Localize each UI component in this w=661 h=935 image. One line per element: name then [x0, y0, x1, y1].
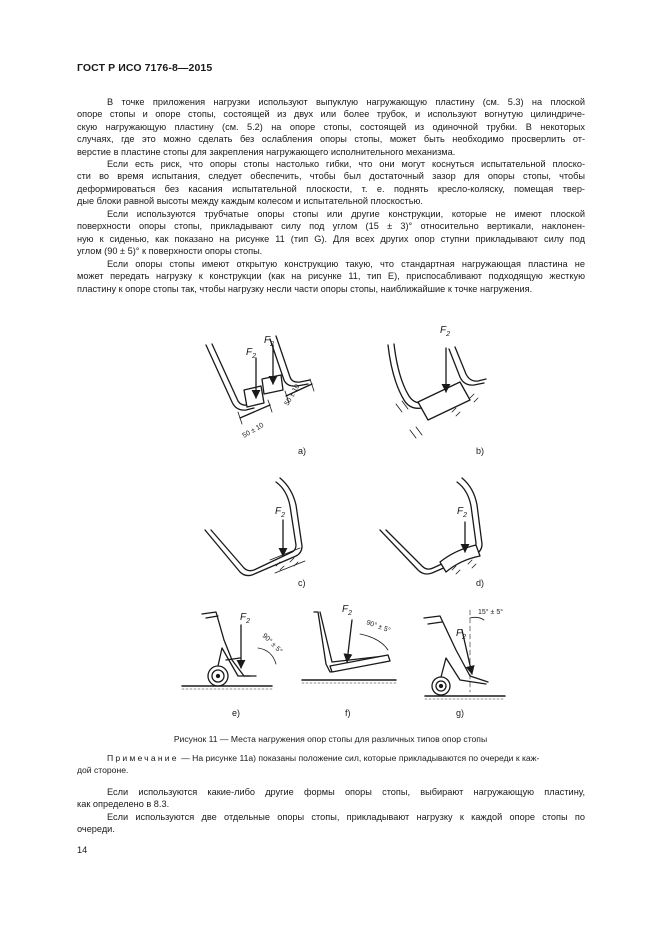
text-line: случаях, где это можно сделать без ослабления опоры стопы, может быть необходимо просверлить от- — [77, 134, 585, 145]
dimension-label-a1: 50 ± 10 — [241, 422, 266, 440]
text-line: может передать нагрузку к конструкции (как на рисунке 11, тип E), приспосабливают подходящую жесткую — [77, 271, 585, 282]
force-label-e: $F_2$ — [240, 612, 251, 625]
angle-label-g: 15° ± 5° — [478, 609, 504, 616]
subfigure-label-f: f) — [345, 708, 351, 718]
note-dash: — — [178, 753, 193, 763]
text-line: верстие в пластине стопы для закрепления нагружающего исполнительного механизма. — [77, 146, 456, 157]
subfigure-label-b: b) — [476, 446, 485, 456]
paragraph-tubular-footrests — [77, 208, 585, 258]
paragraph-flexible-footrests — [77, 158, 585, 208]
force-label-a1: $F_2$ — [246, 347, 257, 360]
subfigure-label-e: e) — [232, 708, 241, 718]
diagram-f — [302, 612, 396, 683]
text-line: Если используются трубчатые опоры стопы или другие конструкции, которые не имеют плоской — [107, 209, 585, 219]
angle-label-e: 90° ± 5° — [260, 632, 284, 656]
subfigure-label-d: d) — [476, 578, 485, 588]
text-line: скую нагружающую пластину (см. 5.2) на опоре стопы, состоящей из одиночной трубки. В некоторых — [77, 121, 585, 132]
text-line: сти во время испытания, следует обеспечить, чтобы был достаточный зазор для опоры стопы, чтобы — [77, 171, 585, 182]
angle-label-f: 90° ± 5° — [365, 619, 392, 635]
dimension-label-a2: 50 ± 10 — [283, 383, 302, 407]
text-line: поверхности опоры стопы, прикладывают силу под углом (15 ± 3)° относительно вертикали, наклонен- — [77, 221, 585, 232]
text-line: опоре стопы и опоре стопы, состоящей из двух или более трубок, и используют вогнутую цилиндриче- — [77, 109, 585, 120]
note-text-line1: На рисунке 11а) показаны положение сил, которые прикладываются по очереди к каж- — [192, 753, 540, 763]
text-line: Если опоры стопы имеют открытую конструкцию такую, что стандартная нагружающая пластина не — [107, 259, 585, 269]
text-line: очереди. — [77, 824, 115, 835]
text-line: пластину к опоре стопы так, чтобы нагрузку несли части опоры стопы, наиближайшие к точке нагружения. — [77, 283, 533, 294]
note-text-line2: дой стороне. — [77, 764, 129, 775]
paragraph-other-forms — [77, 786, 585, 811]
text-line: Если есть риск, что опоры стопы настолько гибки, что они могут коснуться испытательной плоско- — [107, 159, 585, 169]
document-header: ГОСТ Р ИСО 7176-8—2015 — [77, 62, 213, 74]
force-label-b: $F_2$ — [440, 325, 451, 338]
diagram-a — [206, 336, 314, 424]
text-line: как определено в 8.3. — [77, 799, 170, 810]
note-label: Примечание — [107, 753, 179, 763]
page-number: 14 — [77, 845, 88, 855]
diagram-c — [205, 478, 305, 576]
figure-note — [77, 753, 585, 777]
subfigure-label-g: g) — [456, 708, 465, 718]
figure-labels — [232, 325, 503, 718]
text-line: дые блоки равной высоты между каждым колесом и испытательной плоскостью. — [77, 196, 423, 207]
text-line: углом (90 ± 5)° к поверхности опоры стопы. — [77, 246, 263, 257]
diagram-e — [182, 612, 276, 689]
force-label-c: $F_2$ — [275, 506, 286, 519]
diagram-g — [424, 610, 505, 699]
text-line: деформироваться без касания испытательной плоскости, т. е. поднять кресло-коляску, помещая твер- — [77, 183, 585, 194]
diagram-d — [380, 478, 482, 574]
force-label-g: $F_2$ — [456, 628, 467, 641]
force-label-a2: $F_2$ — [264, 335, 275, 348]
paragraph-open-construction — [77, 258, 585, 295]
text-line: ную к сиденью, как показано на рисунке 11 (тип G). Для всех других опор ступни прикладывают силу под — [77, 233, 585, 244]
text-line: В точке приложения нагрузки используют выпуклую нагружающую пластину (см. 5.3) на плоской — [107, 97, 585, 107]
text-line: Если используются две отдельные опоры стопы, прикладывают нагрузку к каждой опоре стопы по — [107, 812, 585, 822]
text-line: Если используются какие-либо другие формы опоры стопы, выбирают нагружающую пластину, — [107, 787, 585, 797]
force-label-d: $F_2$ — [457, 506, 468, 519]
subfigure-label-a: а) — [298, 446, 307, 456]
force-label-f: $F_2$ — [342, 604, 353, 617]
paragraph-two-footrests — [77, 811, 585, 836]
diagram-b — [388, 344, 486, 438]
subfigure-label-c: c) — [298, 578, 306, 588]
paragraph-loading-plate — [77, 96, 585, 158]
figure-caption: Рисунок 11 — Места нагружения опор стопы для различных типов опор стопы — [173, 734, 488, 744]
